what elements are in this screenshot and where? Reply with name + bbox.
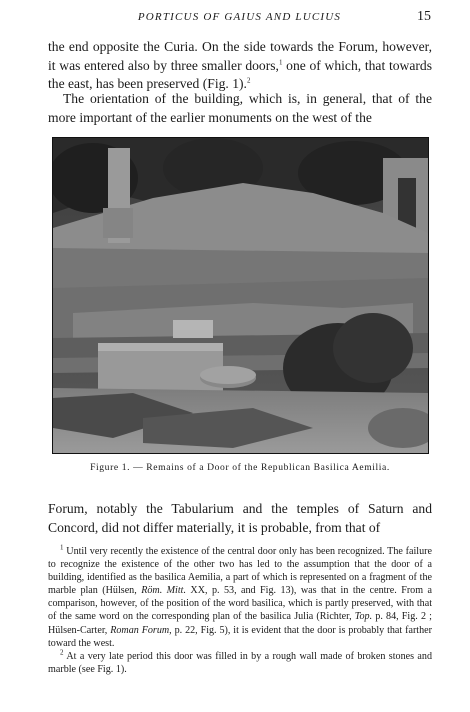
footnote-1-text-c: p. 84, Fig. 2 ; Hülsen-Carter, [48, 611, 432, 636]
footnote-1-text-b: XX, p. 53, and Fig. 13), was that in the centre. From a comparison, however, of the position of the word basilica, which is partly preserved, with that of the same word on the corresponding plan of the basilica Julia (Richter, [48, 585, 432, 623]
footnote-1-citation-roman-forum: Roman Forum, [110, 624, 172, 636]
paragraph-3: Forum, notably the Tabularium and the temples of Saturn and Concord, did not differ materially, it is probable, from that of [48, 501, 432, 535]
footnote-1-citation-rom-mitt: Röm. Mitt. [141, 585, 186, 597]
footnote-1 [48, 545, 432, 650]
footnote-2-text: At a very late period this door was filled in by a rough wall made of broken stones and marble (see Fig. 1). [48, 650, 432, 675]
footnote-1-citation-top: Top. [354, 611, 373, 623]
footnote-2-number: 2 [60, 648, 64, 657]
page-header [48, 10, 431, 26]
footnote-1-text-a: Until very recently the existence of the central door only has been recognized. The failure to recognize the existence of the other two has led to the assumption that the door of a building, identified as the basilica Aemilia, a part of which is represented on a fragment of the marble plan (Hülsen, [48, 546, 432, 597]
figure-photograph [52, 137, 429, 454]
footnote-1-number: 1 [60, 543, 64, 552]
footnote-ref-1[interactable]: 1 [278, 57, 283, 66]
page-number: 15 [417, 9, 431, 24]
paragraph-1-text-a: the end opposite the Curia. On the side towards the Forum, however, it was entered also by three smaller doors, [48, 39, 432, 73]
paragraph-1-text-b: one of which, that towards the east, has been preserved (Fig. 1). [48, 57, 432, 91]
figure-caption: Figure 1. — Remains of a Door of the Republican Basilica Aemilia. [90, 462, 390, 473]
ruins-photo [53, 138, 428, 453]
footnote-2 [48, 650, 432, 676]
footnote-1-text-d: p. 22, Fig. 5), it is evident that the door is probably that farther toward the west. [48, 624, 432, 649]
paragraph-1 [48, 38, 432, 94]
running-head: PORTICUS OF GAIUS AND LUCIUS [137, 11, 342, 23]
paragraph-2: The orientation of the building, which is, in general, that of the more important of the earlier monuments on the west of the [48, 91, 432, 125]
footnotes [48, 545, 432, 676]
footnote-ref-2[interactable]: 2 [246, 76, 251, 85]
